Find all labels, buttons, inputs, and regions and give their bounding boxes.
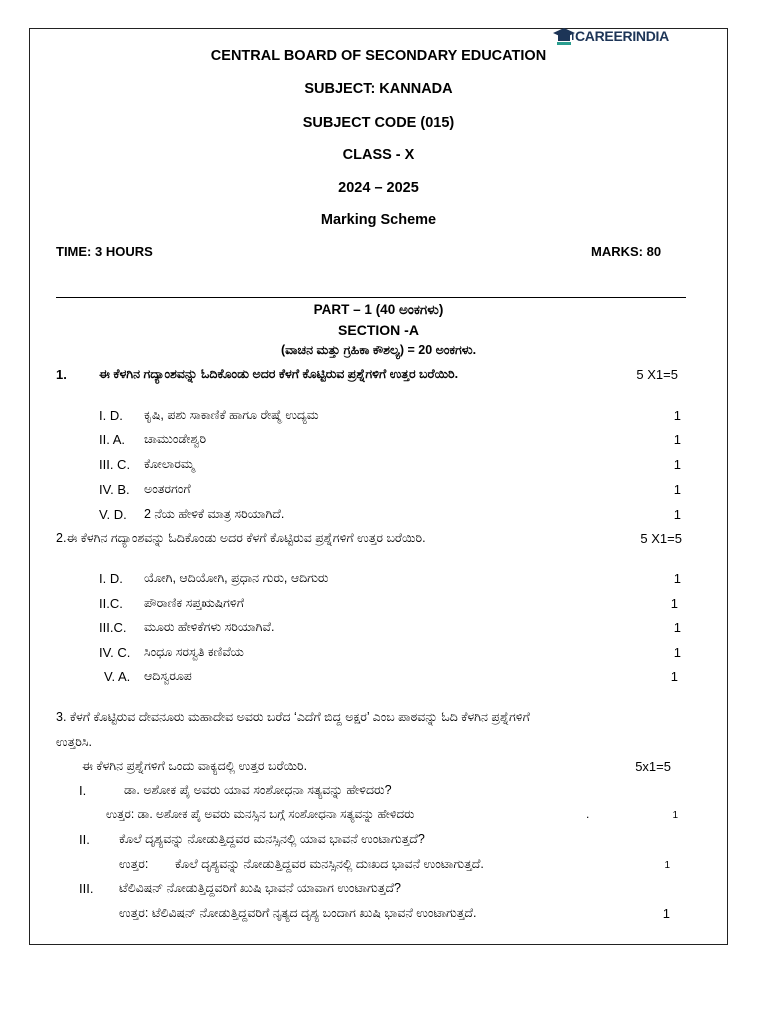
q3-prompt-line2: ಉತ್ತರಿಸಿ. [56,735,92,749]
q3-answer-dot: . [586,807,590,821]
q1-answer-mark: 1 [673,408,681,423]
q2-answer-text: ಯೋಗಿ, ಆದಿಯೋಗಿ, ಪ್ರಧಾನ ಗುರು, ಆದಿಗುರು [144,571,329,585]
q1-answer-mark: 1 [673,457,681,472]
q3-item-number: III. [79,881,94,896]
subject-code: SUBJECT CODE (015) [302,115,455,131]
brand-name: CAREERINDIA [575,28,669,44]
q3-answer-mark: 1 [664,860,670,871]
scheme-title: Marking Scheme [320,212,437,228]
q2-answer-text: ಆದಿಸ್ವರೂಪ [144,669,192,683]
q1-answer-text: ಕೋಲಾರಮ್ಮ [144,457,195,471]
q2-answer-mark: 1 [673,571,681,586]
q1-marks: 5 X1=5 [636,367,678,382]
time-label: TIME: 3 HOURS [56,244,153,259]
q2-answer-text: ಮೂರು ಹೇಳಿಕೆಗಳು ಸರಿಯಾಗಿವೆ. [144,620,275,634]
section-subtitle: (ವಾಚನ ಮತ್ತು ಗ್ರಹಿಕಾ ಕೌಶಲ್ಯ) = 20 ಅಂಕಗಳು. [280,343,477,357]
q3-item-number: I. [79,783,87,798]
q2-answer-mark: 1 [670,596,678,611]
part-title: PART – 1 (40 ಅಂಕಗಳು) [313,302,444,317]
board-title: CENTRAL BOARD OF SECONDARY EDUCATION [210,48,547,64]
q2-answer-text: ಸಿಂಧೂ ಸರಸ್ವತಿ ಕಣಿವೆಯ [144,645,244,659]
q3-answer: ಉತ್ತರ: ಡಾ. ಅಶೋಕ ಪೈ ಅವರು ಮನಸ್ಸಿನ ಬಗ್ಗೆ ಸಂಶೋಧನಾ ಸತ್ಯವನ್ನು ಹೇಳಿದರು [106,807,415,821]
q1-answer-label: I. D. [99,408,123,423]
q3-item-number: II. [79,832,90,847]
q1-answer-label: III. C. [99,457,131,472]
q2-answer-mark: 1 [673,645,681,660]
q3-question: ಡಾ. ಅಶೋಕ ಪೈ ಅವರು ಯಾವ ಸಂಶೋಧನಾ ಸತ್ಯವನ್ನು ಹೇಳಿದರು? [124,783,392,797]
year-title: 2024 – 2025 [338,180,419,196]
q1-answer-text: ಚಾಮುಂಡೇಶ್ವರಿ [144,432,207,446]
q1-answer-label: V. D. [99,507,127,522]
q1-answer-text: 2 ನೆಯ ಹೇಳಿಕೆ ಮಾತ್ರ ಸರಿಯಾಗಿದೆ. [144,507,285,521]
q1-answer-mark: 1 [673,482,681,497]
q2-answer-mark: 1 [670,669,678,684]
q3-answer-mark: 1 [662,906,670,921]
q2-answer-label: V. A. [104,669,131,684]
q3-answer-mark: 1 [672,810,678,821]
q1-answer-mark: 1 [673,432,681,447]
q3-question: ಟೆಲಿವಿಷನ್ ನೋಡುತ್ತಿದ್ದವರಿಗೆ ಖುಷಿ ಭಾವನೆ ಯಾವಾಗ ಉಂಟಾಗುತ್ತದೆ? [119,881,401,895]
q1-prompt: ಈ ಕೆಳಗಿನ ಗದ್ಯಾಂಶವನ್ನು ಓದಿಕೊಂಡು ಅದರ ಕೆಳಗೆ ಕೊಟ್ಟಿರುವ ಪ್ರಶ್ನೆಗಳಿಗೆ ಉತ್ತರ ಬರೆಯಿರಿ. [99,367,459,381]
section-title: SECTION -A [338,322,419,338]
q2-answer-label: II.C. [99,596,123,611]
q1-answer-mark: 1 [673,507,681,522]
q2-marks: 5 X1=5 [640,531,682,546]
q3-question: ಕೊಲೆ ದೃಶ್ಯವನ್ನು ನೋಡುತ್ತಿದ್ದವರ ಮನಸ್ಸಿನಲ್ಲಿ ಯಾವ ಭಾವನೆ ಉಂಟಾಗುತ್ತದೆ? [119,832,425,846]
divider [56,297,686,298]
q3-answer: ಕೊಲೆ ದೃಶ್ಯವನ್ನು ನೋಡುತ್ತಿದ್ದವರ ಮನಸ್ಸಿನಲ್ಲಿ ದುಃಖದ ಭಾವನೆ ಉಂಟಾಗುತ್ತದೆ. [175,857,484,871]
q3-prompt-line1: 3. ಕೆಳಗೆ ಕೊಟ್ಟಿರುವ ದೇವನೂರು ಮಹಾದೇವ ಅವರು ಬರೆದ ‘ಎದೆಗೆ ಬಿದ್ದ ಅಕ್ಷರ’ ಎಂಬ ಪಾಠವನ್ನು ಓದಿ ಕೆಳಗಿನ ಪ್ರಶ್ನೆಗಳಿಗೆ [56,710,530,724]
q3-marks: 5x1=5 [635,759,671,774]
q3-answer: ಉತ್ತರ: ಟೆಲಿವಿಷನ್ ನೋಡುತ್ತಿದ್ದವರಿಗೆ ನೃತ್ಯದ ದೃಶ್ಯ ಬಂದಾಗ ಖುಷಿ ಭಾವನೆ ಉಂಟಾಗುತ್ತದೆ. [119,906,477,920]
q1-answer-label: IV. B. [99,482,130,497]
q3-instruction: ಈ ಕೆಳಗಿನ ಪ್ರಶ್ನೆಗಳಿಗೆ ಒಂದು ವಾಕ್ಯದಲ್ಲಿ ಉತ್ತರ ಬರೆಯಿರಿ. [82,759,308,773]
q2-answer-mark: 1 [673,620,681,635]
careerindia-logo [551,22,669,50]
q2-answer-text: ಪೌರಾಣಿಕ ಸಪ್ತಋಷಿಗಳಿಗೆ [144,596,244,610]
q1-answer-text: ಕೃಷಿ, ಪಶು ಸಾಕಾಣಿಕೆ ಹಾಗೂ ರೇಷ್ಮೆ ಉದ್ಯಮ [144,408,319,422]
q2-prompt: 2.ಈ ಕೆಳಗಿನ ಗದ್ಯಾಂಶವನ್ನು ಓದಿಕೊಂಡು ಅದರ ಕೆಳಗೆ ಕೊಟ್ಟಿರುವ ಪ್ರಶ್ನೆಗಳಿಗೆ ಉತ್ತರ ಬರೆಯಿರಿ. [56,531,426,545]
q2-answer-label: III.C. [99,620,127,635]
graduation-cap-icon [551,24,577,48]
q2-answer-label: IV. C. [99,645,131,660]
q1-answer-label: II. A. [99,432,126,447]
q1-number: 1. [56,367,67,382]
q1-answer-text: ಅಂತರಗಂಗೆ [144,482,191,496]
class-title: CLASS - X [342,147,415,163]
q3-answer-label: ಉತ್ತರ: [119,857,149,871]
marks-label: MARKS: 80 [591,244,662,259]
subject-title: SUBJECT: KANNADA [304,81,453,97]
q2-answer-label: I. D. [99,571,123,586]
